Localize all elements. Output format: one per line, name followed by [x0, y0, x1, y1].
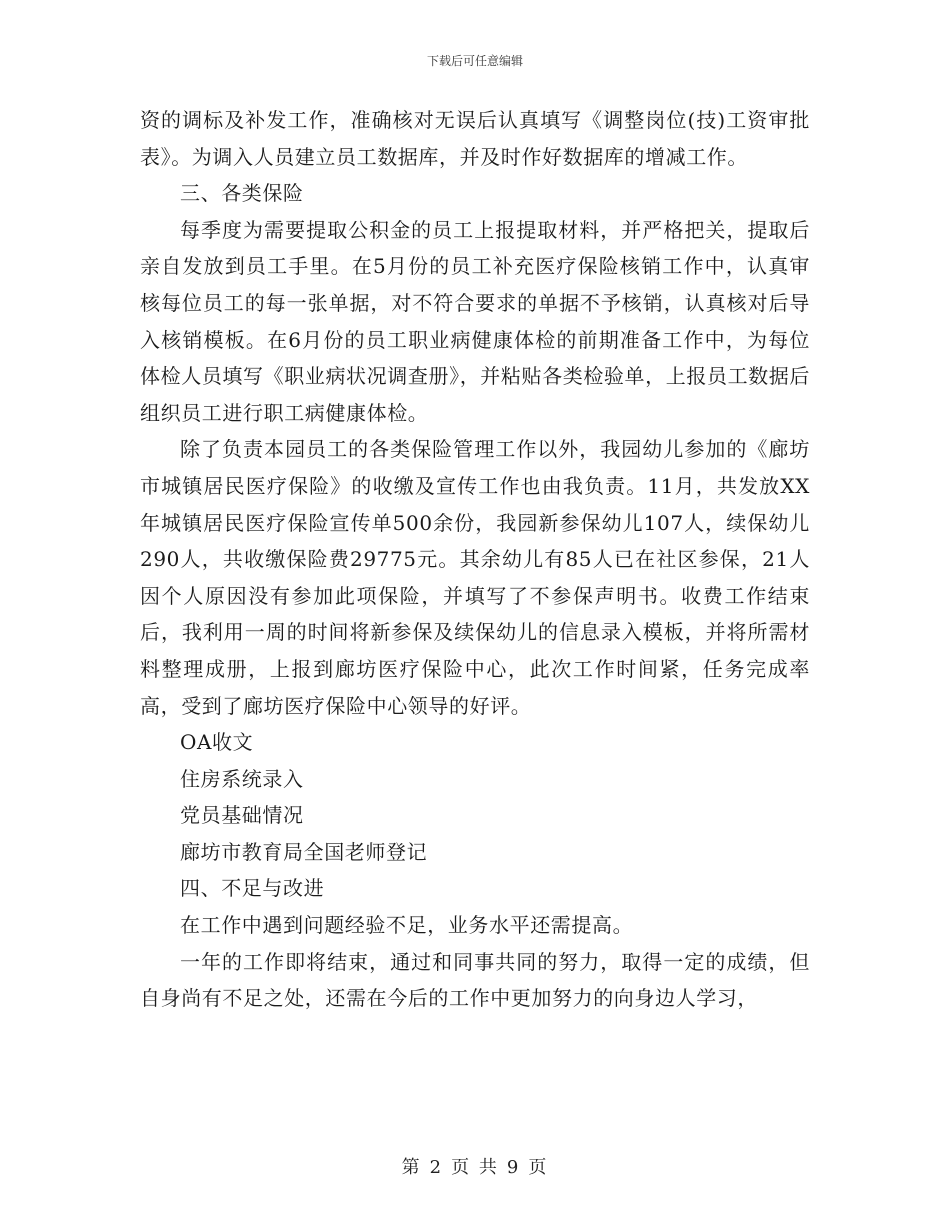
paragraph: 一年的工作即将结束，通过和同事共同的努力，取得一定的成绩，但自身尚有不足之处，还需在今后的工作中更加努力的向身边人学习，	[140, 949, 810, 1011]
section-heading-improvement: 四、不足与改进	[180, 876, 325, 901]
list-item: 党员基础情况	[180, 803, 304, 828]
list-item: 住房系统录入	[180, 766, 304, 791]
footer-prefix: 第	[401, 1157, 422, 1178]
document-body	[140, 102, 810, 1017]
list-item: 廊坊市教育局全国老师登记	[180, 839, 428, 864]
footer-current-page: 2	[429, 1157, 444, 1178]
footer-middle: 页 共	[451, 1157, 499, 1178]
footer-suffix: 页	[528, 1157, 549, 1178]
list-item: OA收文	[180, 730, 254, 755]
section-heading-insurance: 三、各类保险	[180, 181, 304, 206]
paragraph: 除了负责本园员工的各类保险管理工作以外，我园幼儿参加的《廊坊市城镇居民医疗保险》的收缴及宣传工作也由我负责。11月，共发放XX年城镇居民医疗保险宣传单500余份，我园新参保幼儿107人，续保幼儿290人，共收缴保险费29775元。其余幼儿有85人已在社区参保，21人因个人原因没有参加此项保险，并填写了不参保声明书。收费工作结束后，我利用一周的时间将新参保及续保幼儿的信息录入模板，并将所需材料整理成册，上报到廊坊医疗保险中心，此次工作时间紧，任务完成率高，受到了廊坊医疗保险中心领导的好评。	[140, 437, 810, 718]
paragraph-continuation: 资的调标及补发工作，准确核对无误后认真填写《调整岗位(技)工资审批表》。为调入人员建立员工数据库，并及时作好数据库的增减工作。	[140, 108, 810, 169]
page-footer	[0, 1153, 950, 1179]
footer-total-pages: 9	[506, 1157, 521, 1178]
page-header: 下载后可任意编辑	[426, 54, 523, 68]
paragraph: 每季度为需要提取公积金的员工上报提取材料，并严格把关，提取后亲自发放到员工手里。在5月份的员工补充医疗保险核销工作中，认真审核每位员工的每一张单据，对不符合要求的单据不予核销，认真核对后导入核销模板。在6月份的员工职业病健康体检的前期准备工作中，为每位体检人员填写《职业病状况调查册》，并粘贴各类检验单，上报员工数据后组织员工进行职工病健康体检。	[140, 217, 810, 425]
paragraph: 在工作中遇到问题经验不足，业务水平还需提高。	[180, 913, 634, 938]
